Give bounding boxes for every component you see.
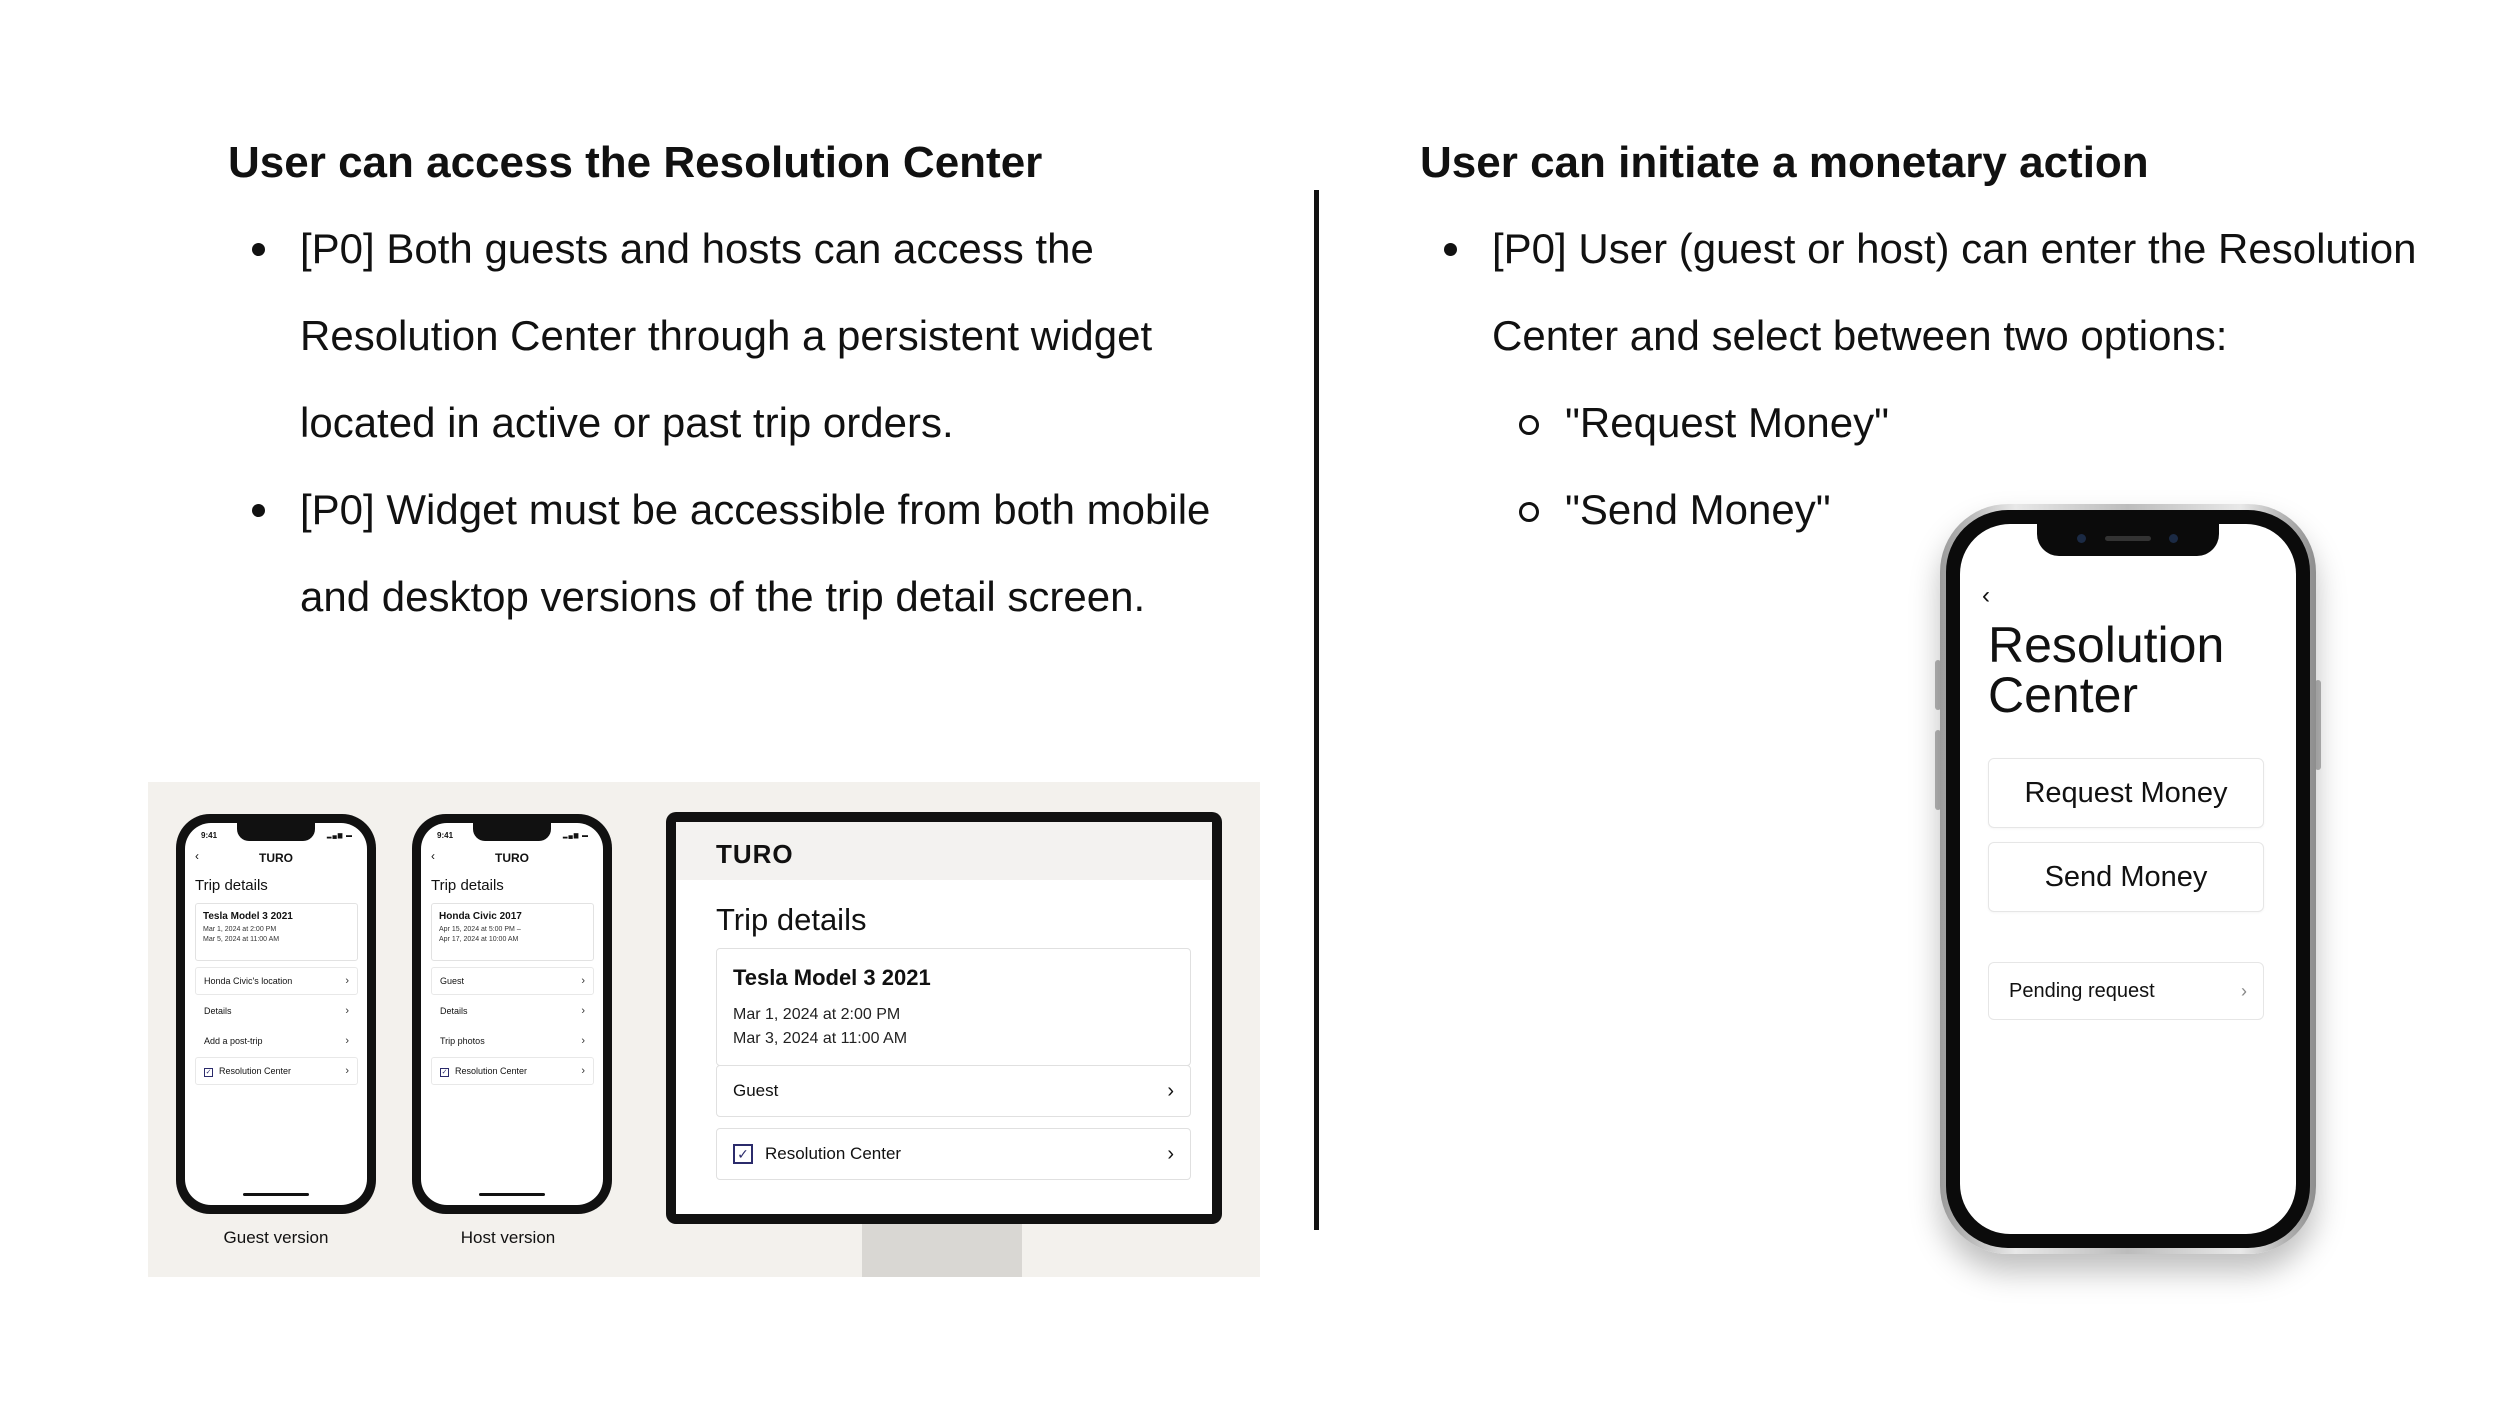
status-time: 9:41	[201, 831, 218, 840]
guest-phone	[176, 814, 376, 1214]
car-name: Honda Civic 2017	[439, 911, 522, 922]
chevron-right-icon: ›	[581, 1065, 585, 1077]
bullet-monetary-action: [P0] User (guest or host) can enter the Resolution Center and select between two options:	[1420, 205, 2416, 379]
right-heading: User can initiate a monetary action	[1420, 138, 2149, 187]
checkbox-icon: ✓	[733, 1144, 753, 1164]
chevron-right-icon: ›	[345, 1035, 349, 1047]
desktop-header	[676, 822, 1212, 880]
page-title: Trip details	[431, 877, 504, 894]
chevron-right-icon: ›	[581, 975, 585, 987]
chevron-right-icon: ›	[1167, 1079, 1174, 1102]
sub-bullet-send-money: "Send Money"	[1420, 466, 2416, 553]
bullet-mobile-desktop: [P0] Widget must be accessible from both mobile and desktop versions of the trip detail screen.	[228, 466, 1210, 640]
monitor-stand	[862, 1224, 1022, 1277]
speaker-icon	[2105, 536, 2151, 541]
guest-caption: Guest version	[223, 1228, 329, 1247]
phone-notch	[237, 823, 315, 841]
chevron-right-icon: ›	[345, 1065, 349, 1077]
pending-request-row[interactable]: Pending request ›	[1988, 962, 2264, 1020]
chevron-right-icon: ›	[581, 1005, 585, 1017]
row-guest[interactable]: Guest ›	[431, 967, 594, 995]
bullet-access-widget: [P0] Both guests and hosts can access the Resolution Center through a persistent widget located in active or past trip orders.	[228, 205, 1210, 466]
row-post-trip[interactable]: Add a post-trip ›	[195, 1027, 358, 1055]
trip-details-mockups	[148, 782, 1260, 1277]
app-brand: TURO	[495, 851, 529, 865]
car-name: Tesla Model 3 2021	[733, 965, 931, 990]
back-icon[interactable]: ‹	[195, 849, 199, 863]
page-title: Trip details	[195, 877, 268, 894]
chevron-right-icon: ›	[1167, 1142, 1174, 1165]
trip-card[interactable]	[716, 948, 1191, 1066]
sub-bullet-request-money: "Request Money"	[1420, 379, 2416, 466]
column-divider	[1314, 190, 1319, 1230]
trip-card[interactable]	[195, 903, 358, 961]
home-indicator	[243, 1193, 309, 1196]
trip-card[interactable]	[431, 903, 594, 961]
row-details[interactable]: Details ›	[431, 997, 594, 1025]
app-brand: TURO	[259, 851, 293, 865]
checkbox-icon: ✓	[441, 1068, 448, 1076]
trip-end: Mar 5, 2024 at 11:00 AM	[203, 936, 280, 943]
trip-start: Apr 15, 2024 at 5:00 PM –	[439, 926, 521, 933]
row-guest[interactable]: Guest ›	[716, 1065, 1191, 1117]
request-money-button[interactable]: Request Money	[1988, 758, 2264, 828]
page-title: Trip details	[716, 902, 867, 937]
send-money-button[interactable]: Send Money	[1988, 842, 2264, 912]
trip-end: Mar 3, 2024 at 11:00 AM	[733, 1030, 908, 1047]
page-title: Resolution Center	[1988, 617, 2225, 723]
row-trip-photos[interactable]: Trip photos ›	[431, 1027, 594, 1055]
resolution-center-widget[interactable]: ✓ Resolution Center ›	[195, 1057, 358, 1085]
row-location[interactable]: Honda Civic's location ›	[195, 967, 358, 995]
resolution-center-widget[interactable]: ✓ Resolution Center ›	[716, 1128, 1191, 1180]
right-bullets	[1420, 205, 2416, 553]
camera-icon	[2169, 534, 2178, 543]
status-time: 9:41	[437, 831, 454, 840]
app-brand: TURO	[716, 839, 794, 869]
chevron-right-icon: ›	[345, 975, 349, 987]
desktop-monitor	[666, 812, 1222, 1224]
car-name: Tesla Model 3 2021	[203, 911, 293, 922]
checkbox-icon: ✓	[205, 1068, 212, 1076]
trip-start: Mar 1, 2024 at 2:00 PM	[203, 926, 277, 933]
camera-icon	[2077, 534, 2086, 543]
phone-notch	[473, 823, 551, 841]
left-heading: User can access the Resolution Center	[228, 138, 1043, 187]
phone-notch	[2037, 524, 2219, 556]
host-phone	[412, 814, 612, 1214]
status-signal-icon: ▂▄▆ ▬	[326, 833, 353, 839]
resolution-center-phone	[1940, 504, 2316, 1254]
resolution-center-widget[interactable]: ✓ Resolution Center ›	[431, 1057, 594, 1085]
chevron-right-icon: ›	[581, 1035, 585, 1047]
home-indicator	[479, 1193, 545, 1196]
host-caption: Host version	[460, 1228, 556, 1247]
row-details[interactable]: Details ›	[195, 997, 358, 1025]
back-icon[interactable]: ‹	[1982, 582, 1990, 609]
trip-start: Mar 1, 2024 at 2:00 PM	[733, 1006, 901, 1023]
back-icon[interactable]: ‹	[431, 849, 435, 863]
left-bullets	[228, 205, 1210, 640]
trip-end: Apr 17, 2024 at 10:00 AM	[439, 936, 519, 943]
chevron-right-icon: ›	[345, 1005, 349, 1017]
status-signal-icon: ▂▄▆ ▬	[562, 833, 589, 839]
chevron-right-icon: ›	[2241, 980, 2247, 1001]
